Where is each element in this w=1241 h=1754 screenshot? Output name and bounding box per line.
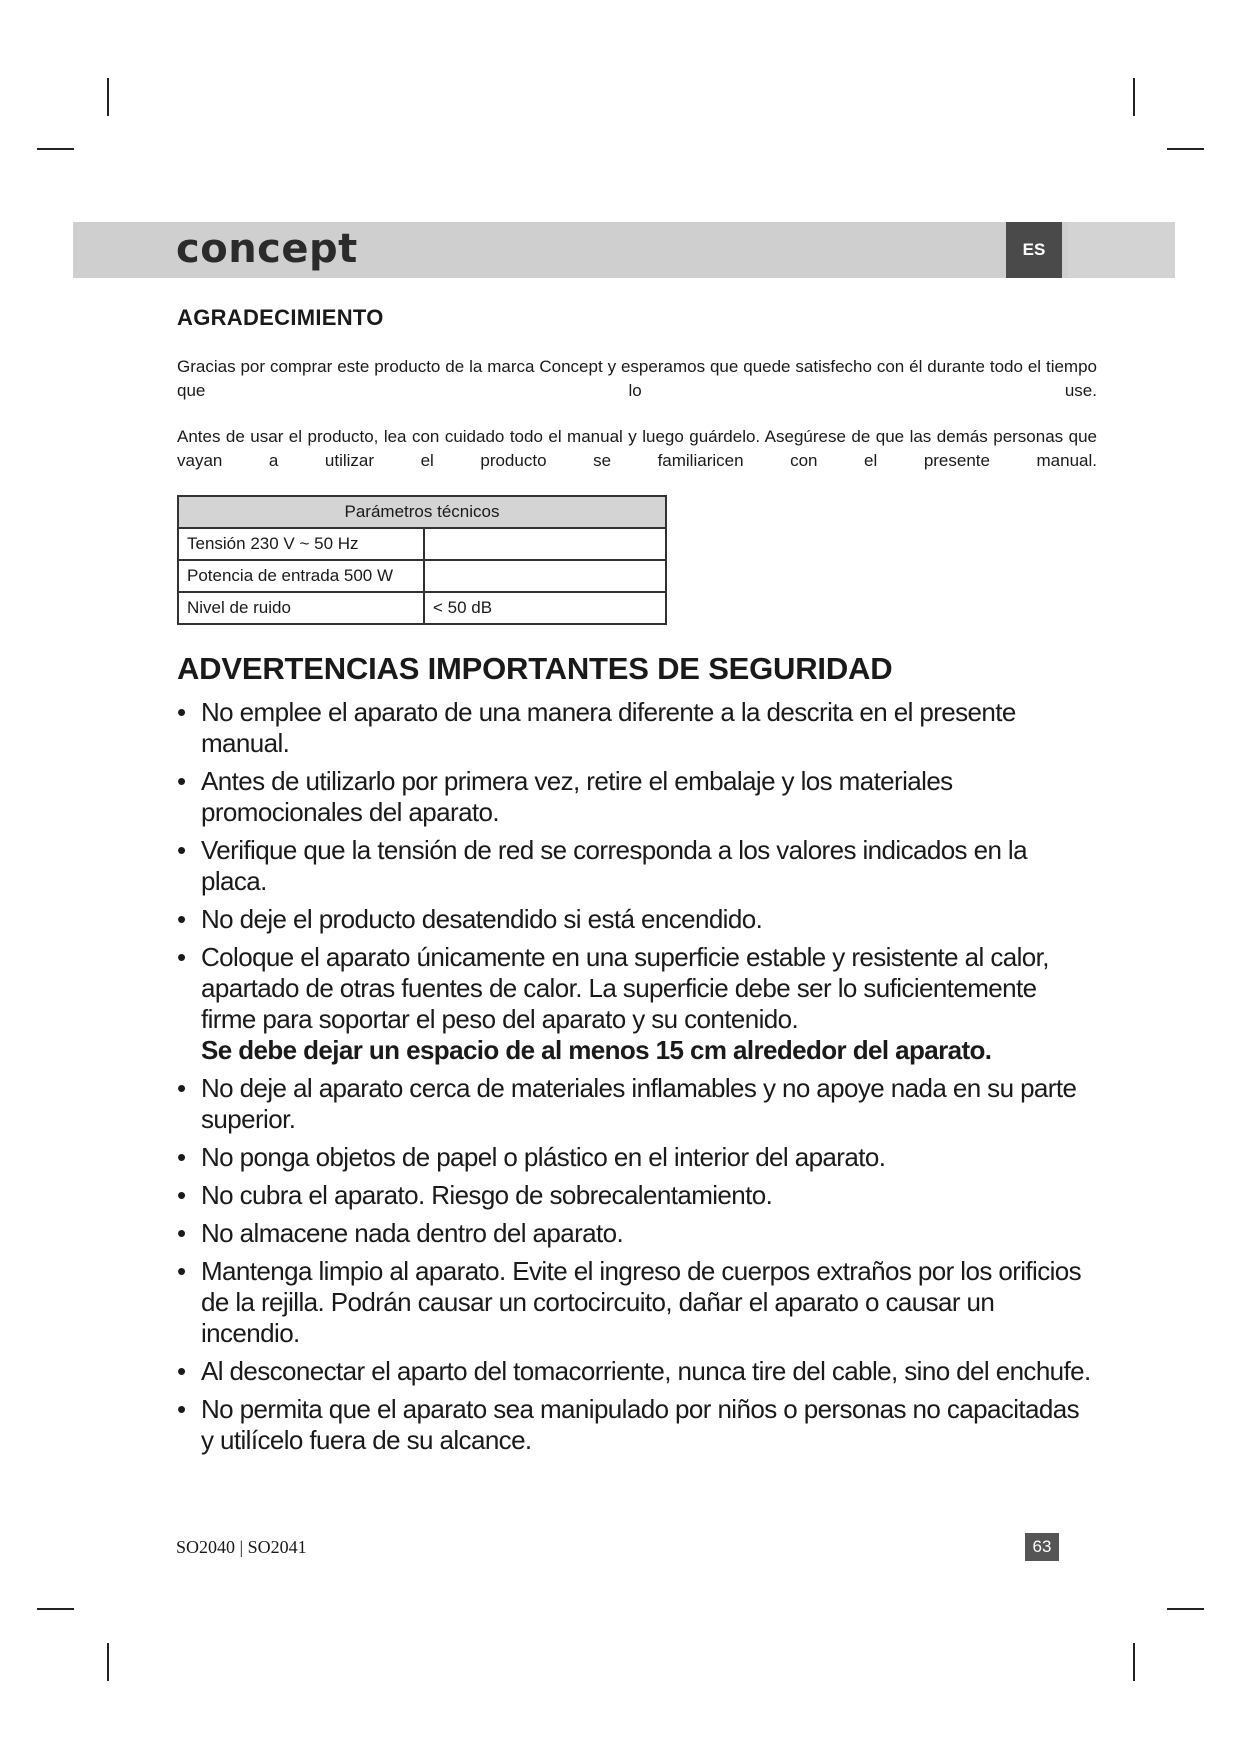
language-badge: ES bbox=[1006, 222, 1062, 278]
crop-mark bbox=[1167, 148, 1204, 150]
brand-logo: concept bbox=[176, 226, 358, 272]
intro-paragraph: Gracias por comprar este producto de la marca Concept y esperamos que quede satisfecho con él durante todo el tiempo que lo use. bbox=[177, 357, 1097, 400]
crop-mark bbox=[1167, 1608, 1204, 1610]
crop-mark bbox=[107, 78, 109, 116]
list-item bbox=[177, 1073, 1097, 1135]
bullet-icon: • bbox=[177, 1218, 186, 1248]
crop-mark bbox=[37, 148, 74, 150]
bullet-icon: • bbox=[177, 835, 186, 865]
intro-paragraph: Antes de usar el producto, lea con cuidado todo el manual y luego guárdelo. Asegúrese de que las demás personas que vayan a utilizar el producto se familiaricen con el presente manual. bbox=[177, 427, 1097, 470]
crop-mark bbox=[1133, 78, 1135, 116]
safety-item-text: Al desconectar el aparto del tomacorriente, nunca tire del cable, sino del enchufe. bbox=[201, 1356, 1091, 1386]
spec-table-header: Parámetros técnicos bbox=[178, 496, 666, 528]
table-row bbox=[178, 560, 666, 592]
spec-label: Nivel de ruido bbox=[178, 592, 424, 624]
bullet-icon: • bbox=[177, 1073, 186, 1103]
bullet-icon: • bbox=[177, 766, 186, 796]
list-item bbox=[177, 1218, 1097, 1249]
safety-item-bold-note: Se debe dejar un espacio de al menos 15 cm alrededor del aparato. bbox=[201, 1035, 992, 1065]
crop-mark bbox=[37, 1608, 74, 1610]
safety-item-text: No permita que el aparato sea manipulado por niños o personas no capacitadas y utilícelo fuera de su alcance. bbox=[201, 1394, 1079, 1455]
list-item bbox=[177, 1180, 1097, 1211]
bullet-icon: • bbox=[177, 1180, 186, 1210]
list-item bbox=[177, 1256, 1097, 1349]
safety-item-text: No deje al aparato cerca de materiales inflamables y no apoye nada en su parte superior. bbox=[201, 1073, 1077, 1134]
header-band-tail bbox=[1068, 222, 1175, 278]
list-item bbox=[177, 835, 1097, 897]
intro-title: AGRADECIMIENTO bbox=[177, 305, 384, 330]
spec-value: < 50 dB bbox=[424, 592, 666, 624]
spec-label: Tensión 230 V ~ 50 Hz bbox=[178, 528, 424, 560]
spec-value bbox=[424, 528, 666, 560]
bullet-icon: • bbox=[177, 1394, 186, 1424]
list-item bbox=[177, 1394, 1097, 1456]
spec-label: Potencia de entrada 500 W bbox=[178, 560, 424, 592]
safety-title: ADVERTENCIAS IMPORTANTES DE SEGURIDAD bbox=[177, 651, 893, 686]
safety-item-text: Verifique que la tensión de red se corresponda a los valores indicados en la placa. bbox=[201, 835, 1027, 896]
safety-item-text: No ponga objetos de papel o plástico en el interior del aparato. bbox=[201, 1142, 886, 1172]
list-item bbox=[177, 1356, 1097, 1387]
safety-item-text: Coloque el aparato únicamente en una superficie estable y resistente al calor, apartado de otras fuentes de calor. La superficie debe ser lo suficientemente firme para soportar el peso del aparato y su contenido. bbox=[201, 942, 1049, 1034]
bullet-icon: • bbox=[177, 904, 186, 934]
crop-mark bbox=[107, 1643, 109, 1681]
list-item bbox=[177, 1142, 1097, 1173]
spec-value bbox=[424, 560, 666, 592]
bullet-icon: • bbox=[177, 942, 186, 972]
list-item bbox=[177, 904, 1097, 935]
safety-item-text: No almacene nada dentro del aparato. bbox=[201, 1218, 624, 1248]
page-content bbox=[177, 305, 1097, 1463]
safety-item-text: No emplee el aparato de una manera diferente a la descrita en el presente manual. bbox=[201, 697, 1016, 758]
list-item bbox=[177, 942, 1097, 1066]
footer-model: SO2040 | SO2041 bbox=[176, 1537, 307, 1557]
spec-table bbox=[177, 495, 667, 625]
safety-item-text: Antes de utilizarlo por primera vez, retire el embalaje y los materiales promocionales del aparato. bbox=[201, 766, 953, 827]
bullet-icon: • bbox=[177, 697, 186, 727]
bullet-icon: • bbox=[177, 1356, 186, 1386]
safety-item-text: Mantenga limpio al aparato. Evite el ingreso de cuerpos extraños por los orificios de la rejilla. Podrán causar un cortocircuito, dañar el aparato o causar un incendio. bbox=[201, 1256, 1082, 1348]
page-number: 63 bbox=[1025, 1533, 1059, 1561]
crop-mark bbox=[1133, 1643, 1135, 1681]
bullet-icon: • bbox=[177, 1142, 186, 1172]
bullet-icon: • bbox=[177, 1256, 186, 1286]
list-item bbox=[177, 697, 1097, 759]
safety-list bbox=[177, 697, 1097, 1456]
table-row bbox=[178, 592, 666, 624]
table-row bbox=[178, 528, 666, 560]
list-item bbox=[177, 766, 1097, 828]
safety-item-text: No cubra el aparato. Riesgo de sobrecalentamiento. bbox=[201, 1180, 773, 1210]
safety-item-text: No deje el producto desatendido si está encendido. bbox=[201, 904, 763, 934]
